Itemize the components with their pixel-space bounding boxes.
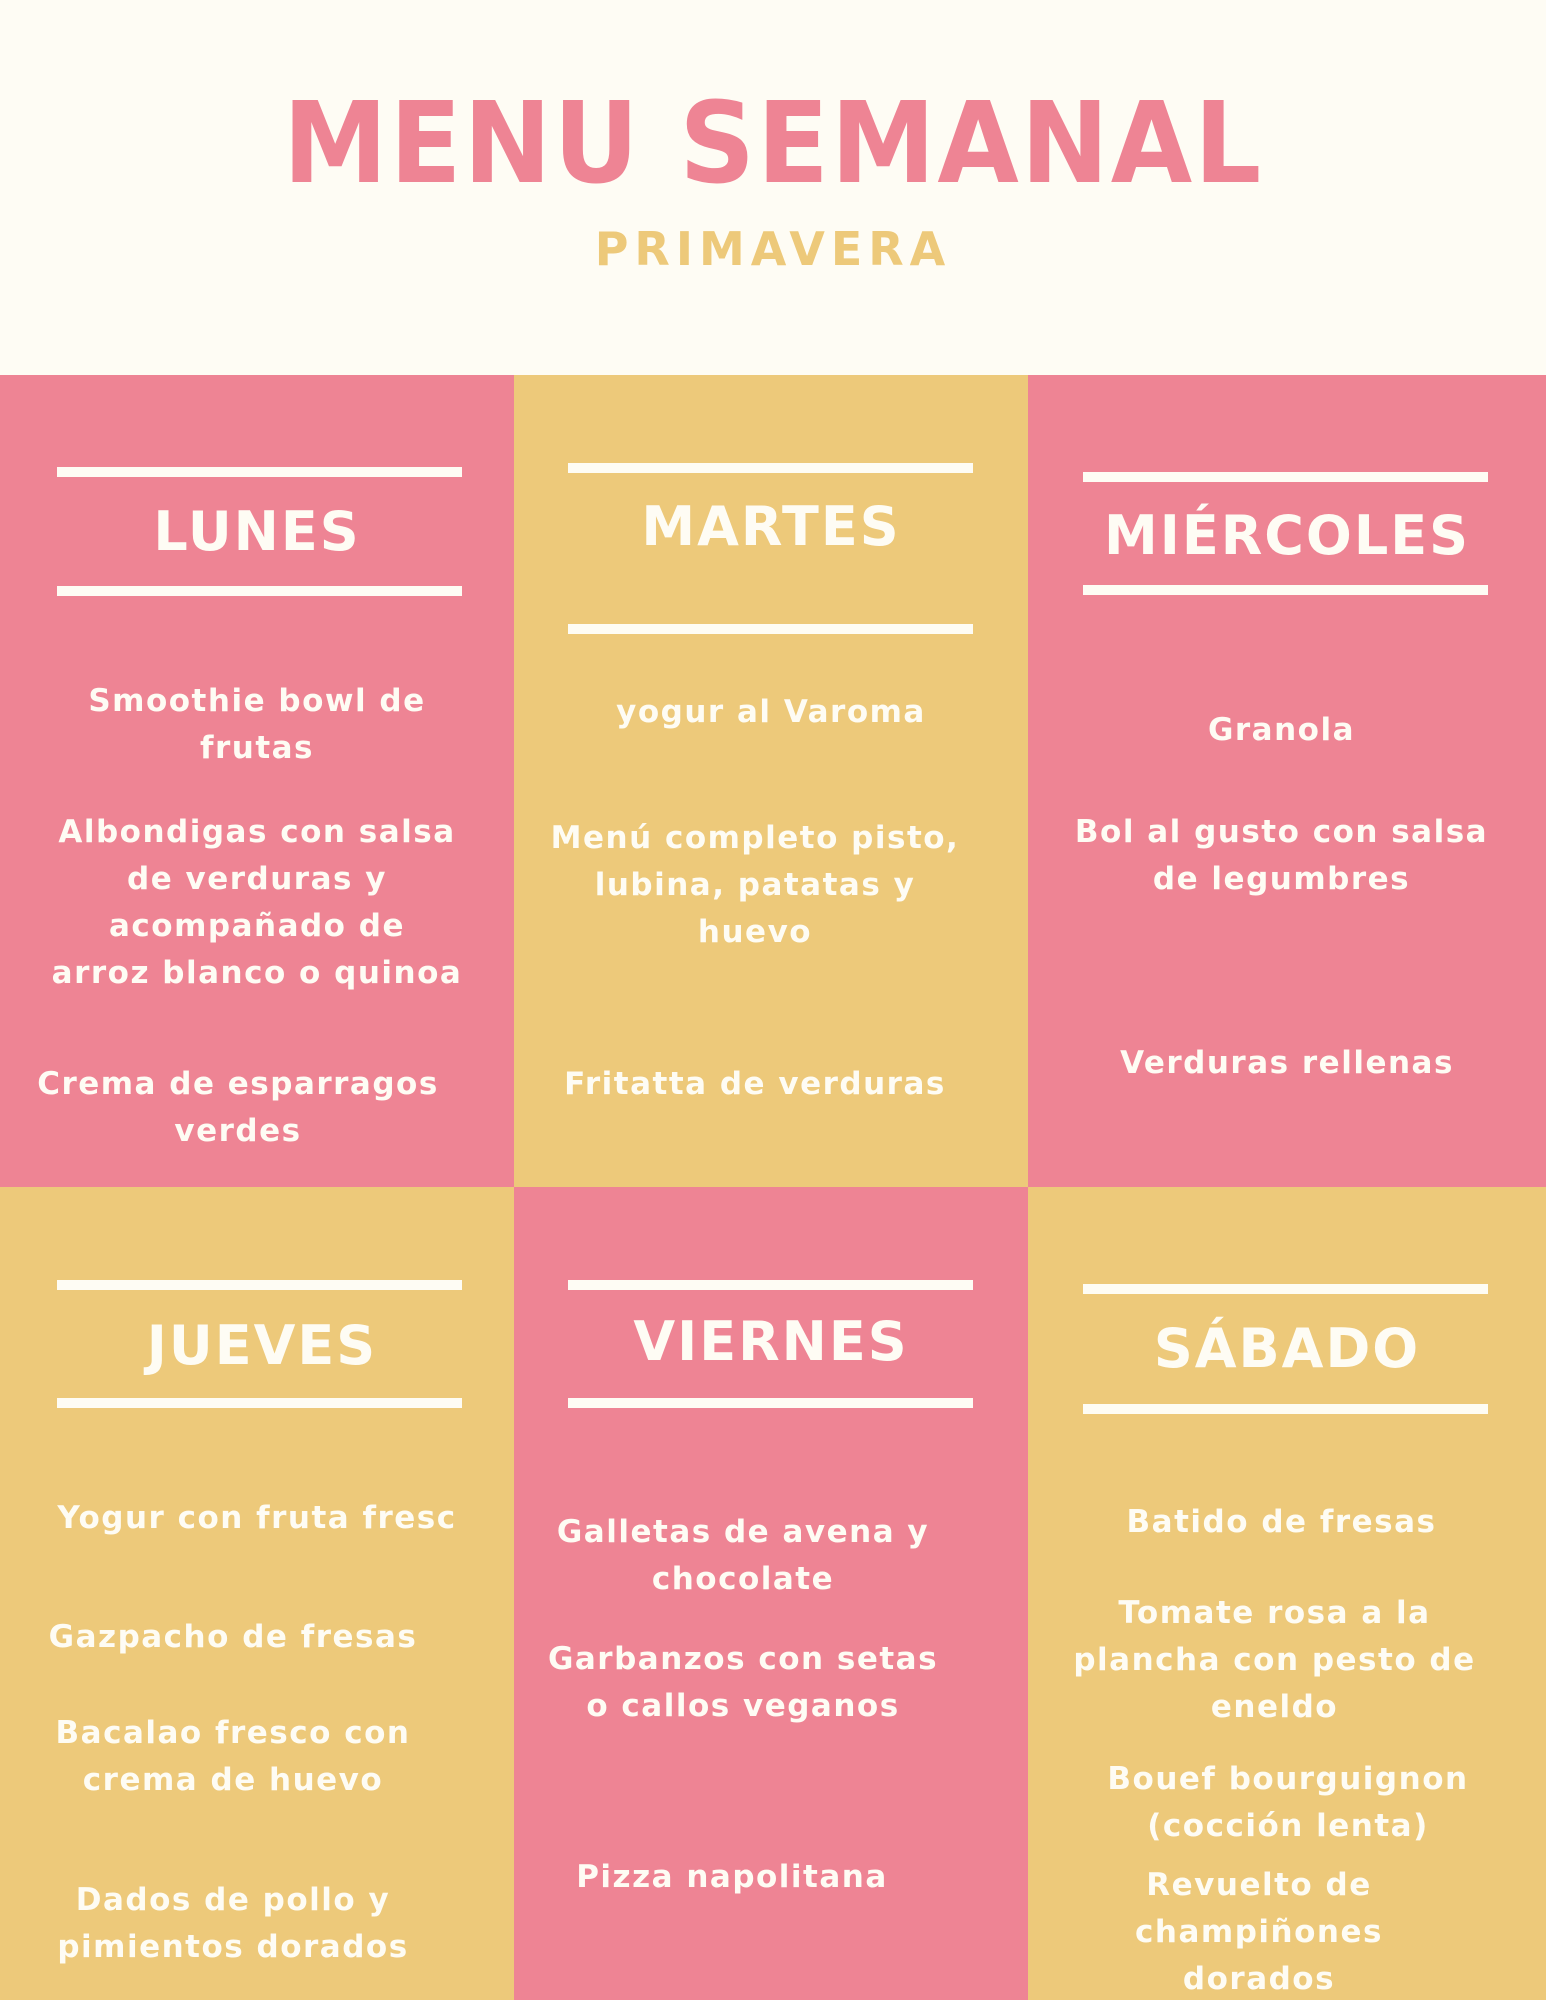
meal-item: Smoothie bowl de frutas (88, 683, 426, 766)
meal-item: Fritatta de verduras (564, 1066, 946, 1102)
meal-item: Gazpacho de fresas (48, 1619, 418, 1655)
meal-item: yogur al Varoma (616, 694, 926, 730)
day-title: VIERNES (633, 1310, 909, 1373)
day-title: SÁBADO (1153, 1317, 1421, 1380)
day-bottom-rule (568, 624, 973, 634)
day-top-rule (57, 1280, 462, 1290)
meal-item: Granola (1207, 712, 1356, 748)
day-top-rule (1083, 472, 1488, 482)
header (0, 0, 1546, 375)
meal-item: Dados de pollo y pimientos dorados (57, 1882, 409, 1965)
meal-item: Crema de esparragos verdes (37, 1066, 439, 1149)
day-title: LUNES (153, 500, 361, 563)
meal-item: Bol al gusto con salsa de legumbres (1074, 814, 1489, 897)
day-top-rule (57, 467, 462, 477)
meal-item: Bacalao fresco con crema de huevo (55, 1715, 411, 1798)
day-card-martes (514, 375, 1028, 1187)
day-card-jueves (0, 1187, 514, 2000)
meal-item: Bouef bourguignon (cocción lenta) (1107, 1761, 1469, 1844)
meal-item: Revuelto de champiñones dorados (1135, 1867, 1383, 1997)
day-card-viernes (514, 1187, 1028, 2000)
day-card-miercoles (1028, 375, 1546, 1187)
meal-item: Galletas de avena y chocolate (556, 1514, 930, 1597)
page-title: MENU SEMANAL (282, 79, 1264, 209)
day-bottom-rule (568, 1398, 973, 1408)
day-bottom-rule (1083, 585, 1488, 595)
day-bottom-rule (57, 1398, 462, 1408)
meal-item: Pizza napolitana (576, 1859, 888, 1895)
meal-item: Albondigas con salsa de verduras y acompañado de arroz blanco o quinoa (51, 814, 463, 991)
day-card-lunes (0, 375, 514, 1187)
day-title: JUEVES (146, 1314, 378, 1377)
meal-item: Menú completo pisto, lubina, patatas y huevo (550, 820, 960, 950)
meal-item: Verduras rellenas (1120, 1045, 1454, 1081)
day-top-rule (568, 463, 973, 473)
day-title: MARTES (641, 495, 901, 558)
day-card-sabado (1028, 1187, 1546, 2000)
meal-item: Yogur con fruta fresc (57, 1500, 457, 1536)
day-bottom-rule (57, 586, 462, 596)
meal-item: Batido de fresas (1126, 1504, 1437, 1540)
meal-item: Garbanzos con setas o callos veganos (547, 1641, 939, 1724)
day-top-rule (1083, 1284, 1488, 1294)
day-top-rule (568, 1280, 973, 1290)
day-bottom-rule (1083, 1404, 1488, 1414)
page-subtitle: PRIMAVERA (594, 222, 952, 276)
day-title: MIÉRCOLES (1103, 504, 1471, 567)
meal-item: Tomate rosa a la plancha con pesto de eneldo (1073, 1595, 1476, 1725)
